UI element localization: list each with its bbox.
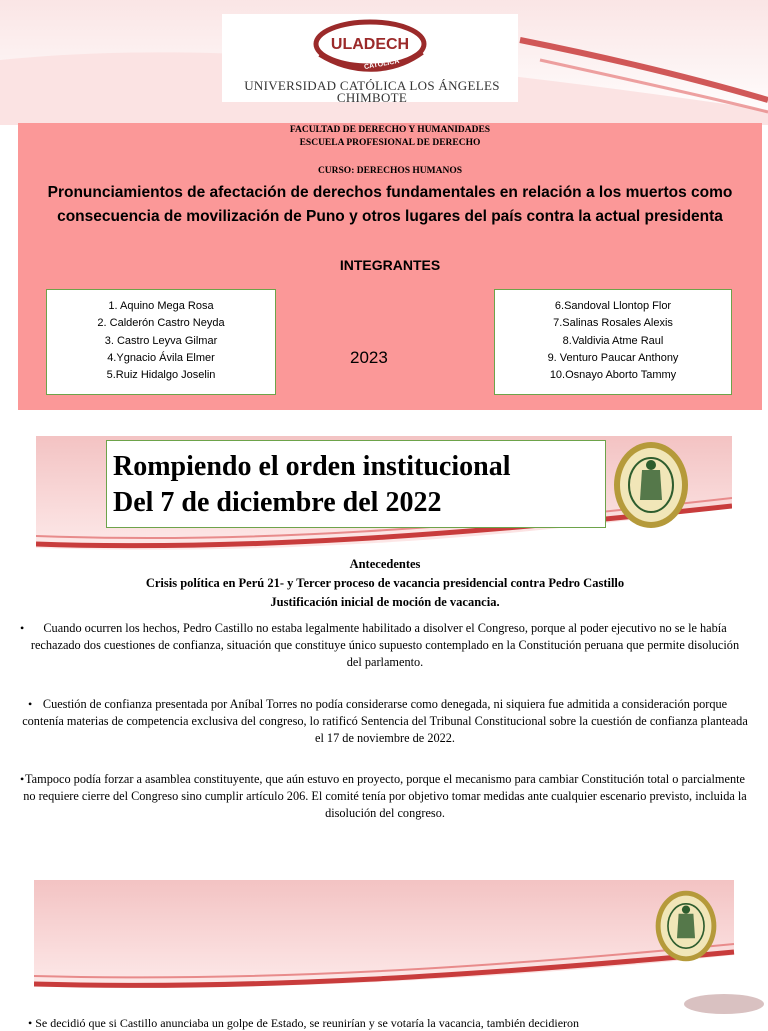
paragraph-text: Tampoco podía forzar a asamblea constituyente, que aún estuvo en proyecto, porque el mecanismo para cambiar Constitución total o parcialmente no requiere cierre del Congreso sino cumplir artículo 206. El comité tenía por objetivo tomar medidas ante cualquier escenario previsto, incluida la disolución del congreso. [23,772,747,820]
member-item: 3. Castro Leyva Gilmar [104,334,218,347]
member-item: 7.Salinas Rosales Alexis [553,317,673,330]
paragraph-text: Cuestión de confianza presentada por Aníbal Torres no podía considerarse como denegada, ni siquiera fue admitida a consideración porque contenía materias de competencia exclusiva del congreso, lo ratificó Sentencia del Tribunal Constitucional sobre la cuestión de confianza planteada el 17 de noviembre de 2022. [22,697,748,745]
members-list-right [494,289,732,395]
bullet-icon: • [20,772,25,786]
slide3-partial-text: • Se decidió que si Castillo anunciaba un golpe de Estado, se reunirían y se votaría la vacancia, también decidieron [28,1016,580,1030]
logo-text: ULADECH [330,36,410,53]
university-name [222,80,522,104]
antecedentes-headings [40,555,730,612]
antecedentes-heading: Antecedentes [349,557,421,571]
member-item: 5.Ruiz Hidalgo Joselin [106,369,216,382]
year: 2023 [350,348,388,367]
faculty-name: FACULTAD DE DERECHO Y HUMANIDADES [289,125,491,135]
bullet-icon: • [28,697,33,711]
crisis-heading: Crisis política en Perú 21- y Tercer proceso de vacancia presidencial contra Pedro Castillo [145,576,625,590]
members-list-left [46,289,276,395]
logo-subtext: CATÓLICA [363,57,400,72]
faculty-seal-icon [612,440,690,530]
uladech-logo [222,14,518,84]
paragraph-3 [22,771,748,822]
paragraph-text: Cuando ocurren los hechos, Pedro Castillo no estaba legalmente habilitado a disolver el Congreso, porque al poder ejecutivo no se le había rechazado dos cuestiones de confianza, situación que constituye único supuesto contemplado en la Constitución peruana que permite disolución del parlamento. [30,621,740,669]
university-name-line: UNIVERSIDAD CATÓLICA LOS ÁNGELES [244,78,500,93]
paragraph-2 [22,696,748,747]
justification-heading: Justificación inicial de moción de vacancia. [270,595,500,609]
slide2-title-line-1: Rompiendo el orden institucional [113,451,511,482]
slide2-title-box [106,440,606,528]
members-heading: INTEGRANTES [339,257,441,273]
faculty-seal-icon [654,888,718,964]
member-item: 1. Aquino Mega Rosa [108,300,214,312]
course-name: CURSO: DERECHOS HUMANOS [317,166,463,176]
presentation-title: Pronunciamientos de afectación de derechos fundamentales en relación a los muertos como consecuencia de movilización de Puno y otros lugares del país contra la actual presidenta [47,184,733,225]
member-item: 4.Ygnacio Ávila Elmer [107,351,215,364]
bullet-icon: • [20,621,25,635]
member-item: 2. Calderón Castro Neyda [97,317,225,330]
slide-1 [0,0,768,410]
university-city: CHIMBOTE [336,90,408,105]
slide2-title-line-2: Del 7 de diciembre del 2022 [113,487,442,518]
paragraph-1 [22,620,748,671]
school-name: ESCUELA PROFESIONAL DE DERECHO [299,138,481,148]
member-item: 8.Valdivia Atme Raul [562,334,664,347]
member-item: 6.Sandoval Llontop Flor [554,300,672,312]
member-item: 9. Venturo Paucar Anthony [547,351,679,364]
member-item: 10.Osnayo Aborto Tammy [549,369,677,382]
